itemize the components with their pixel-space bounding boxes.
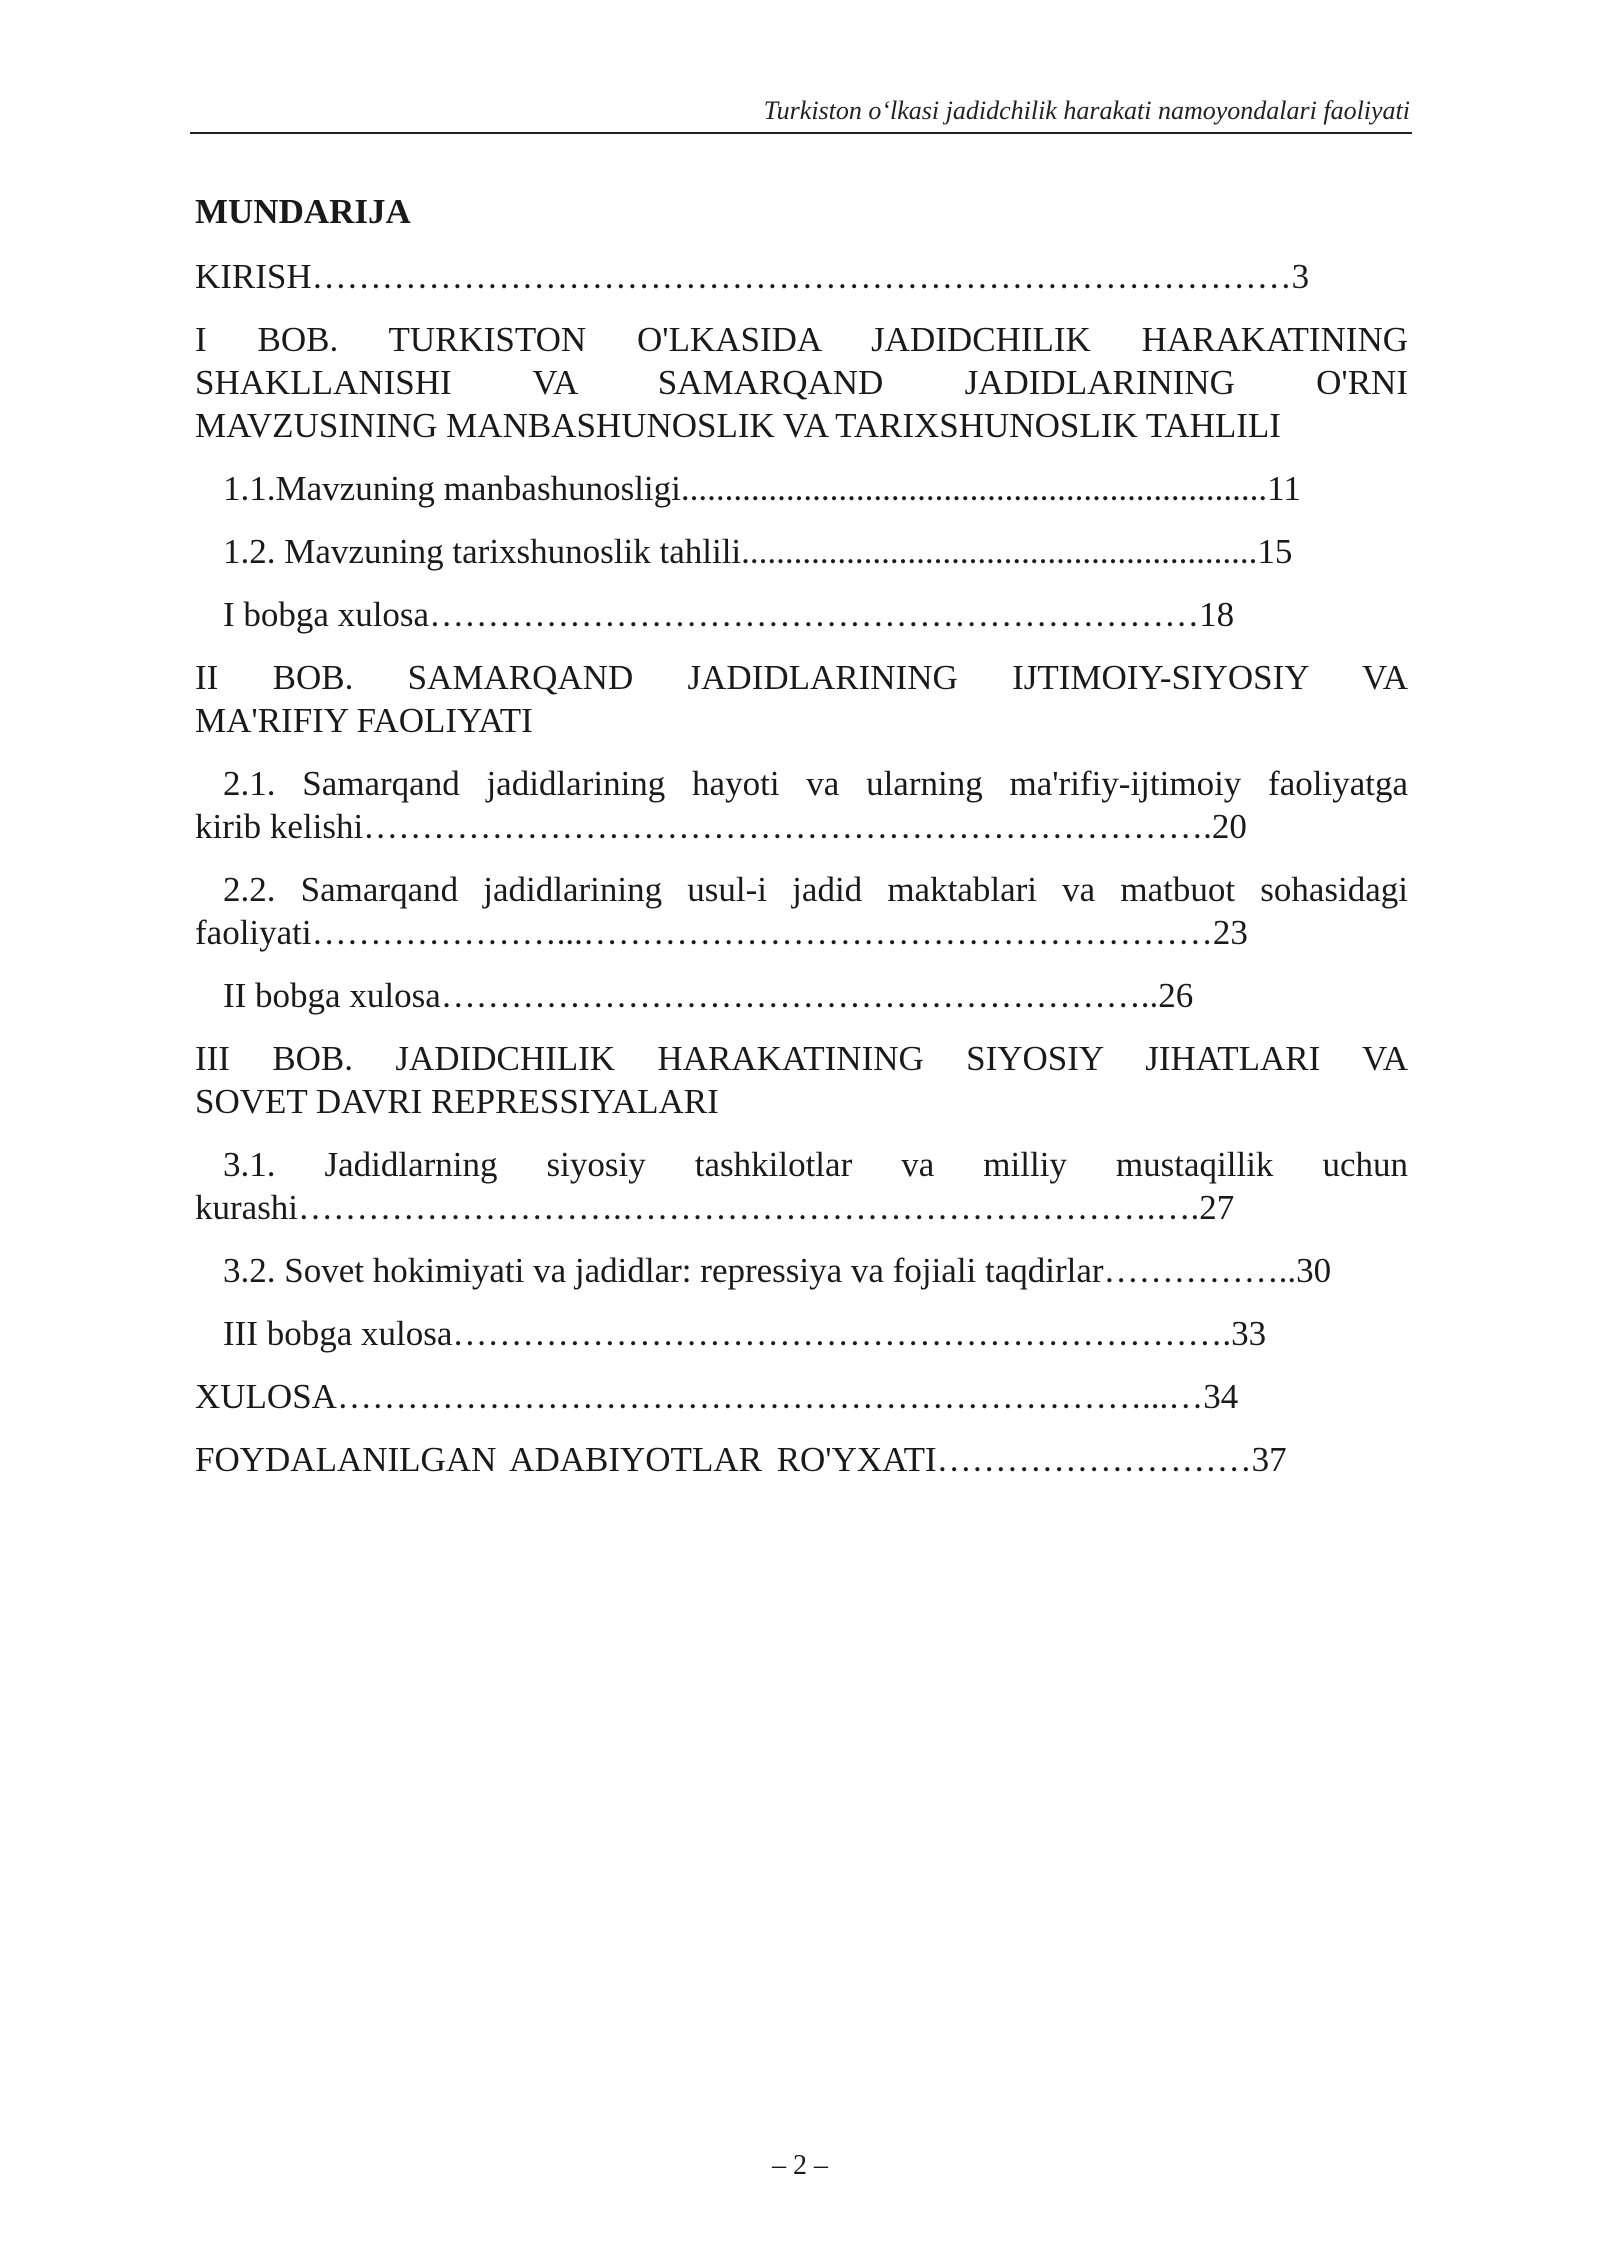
toc-entry-introduction[interactable]: KIRISH…………………………………………………………………………3: [195, 257, 1310, 296]
toc-entry-chapter-3[interactable]: [195, 1037, 1408, 1123]
toc-entry-section-2-2[interactable]: [195, 868, 1408, 954]
running-header: Turkiston o‘lkasi jadidchilik harakati namoyondalari faoliyati: [763, 96, 1410, 125]
toc-entry-line: MAVZUSINING MANBASHUNOSLIK VA TARIXSHUNOSLIK TAHLILI: [195, 406, 1281, 445]
toc-entry-line: 2.2. Samarqand jadidlarining usul-i jadid maktablari va matbuot sohasidagi: [223, 870, 1408, 909]
toc-entry-chapter-1[interactable]: [195, 318, 1408, 447]
toc-entry-section-2-1[interactable]: [195, 762, 1408, 848]
toc-entry-chapter-1-conclusion[interactable]: I bobga xulosa…………………………………………………………18: [223, 595, 1235, 634]
toc-entry-section-3-2[interactable]: 3.2. Sovet hokimiyati va jadidlar: repressiya va fojiali taqdirlar……………..30: [223, 1251, 1332, 1290]
toc-entry-line: kirib kelishi……………………………………………………………….20: [195, 807, 1247, 846]
toc-entry-chapter-3-conclusion[interactable]: III bobga xulosa………………………………………………………….33: [223, 1314, 1267, 1353]
table-of-contents: [195, 190, 1408, 1501]
toc-entry-line: III BOB. JADIDCHILIK HARAKATINING SIYOSIY JIHATLARI VA: [195, 1039, 1408, 1078]
toc-entry-chapter-2[interactable]: [195, 656, 1408, 742]
toc-entry-conclusion[interactable]: XULOSA……………………………………………………………...…34: [195, 1377, 1239, 1416]
toc-entry-bibliography[interactable]: FOYDALANILGAN ADABIYOTLAR RO'YXATI………………………37: [195, 1440, 1287, 1479]
toc-entry-section-1-1[interactable]: 1.1.Mavzuning manbashunosligi...................................................................11: [223, 469, 1301, 508]
toc-entry-line: SOVET DAVRI REPRESSIYALARI: [195, 1082, 719, 1121]
toc-entry-section-1-2[interactable]: 1.2. Mavzuning tarixshunoslik tahlili...........................................................15: [223, 532, 1293, 571]
toc-entry-line: faoliyati…………………...………………………………………………23: [195, 913, 1248, 952]
toc-entry-line: 2.1. Samarqand jadidlarining hayoti va ularning ma'rifiy-ijtimoiy faoliyatga: [223, 764, 1408, 803]
toc-entry-section-3-1[interactable]: [195, 1143, 1408, 1229]
toc-entry-line: 3.1. Jadidlarning siyosiy tashkilotlar va milliy mustaqillik uchun: [223, 1145, 1408, 1184]
page-number: – 2 –: [772, 2150, 828, 2181]
toc-entry-line: kurashi……………………….……………………………………….….27: [195, 1188, 1235, 1227]
toc-entry-line: MA'RIFIY FAOLIYATI: [195, 701, 533, 740]
toc-entry-chapter-2-conclusion[interactable]: II bobga xulosa……………………………………………………..26: [223, 976, 1194, 1015]
toc-entry-line: I BOB. TURKISTON O'LKASIDA JADIDCHILIK HARAKATINING SHAKLLANISHI VA SAMARQAND JADIDLARINING O'RNI: [195, 320, 1408, 402]
toc-entry-line: II BOB. SAMARQAND JADIDLARINING IJTIMOIY-SIYOSIY VA: [195, 658, 1408, 697]
toc-title: MUNDARIJA: [195, 192, 411, 231]
header-rule: [190, 132, 1412, 134]
